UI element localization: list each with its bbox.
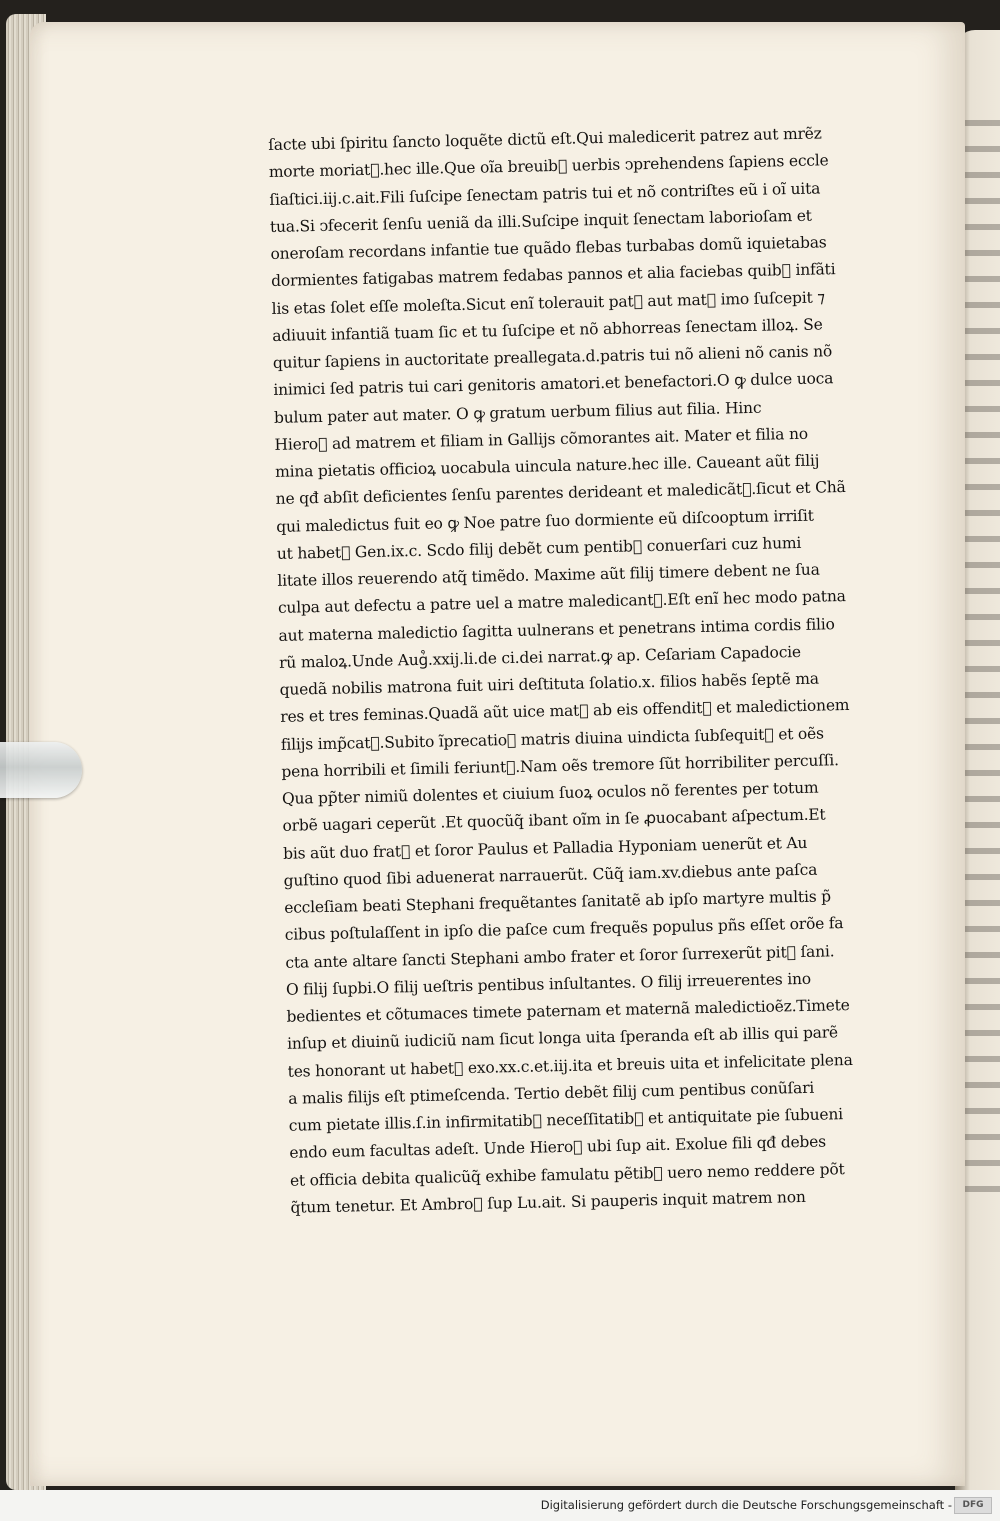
text-line: endo eum facultas adeſt. Unde Hiero᷒ ubi ſup ait. Exolue fili qđ debes <box>289 1132 827 1163</box>
funding-credit: Digitalisierung gefördert durch die Deutsche Forschungsgemeinschaft - <box>540 1498 952 1512</box>
footer-bar <box>0 1490 1000 1521</box>
text-line: Hiero᷒ ad matrem et filiam in Gallijs cõmorantes ait. Mater et filia no <box>274 424 809 454</box>
text-line: mina pietatis officioꝝ uocabula uincula nature.hec ille. Caueant aũt filij <box>274 451 820 481</box>
text-line: cum pietate illis.ſ.in infirmitatib᷒ neceſſitatib᷒ et antiquitate pie ſubueni <box>288 1105 844 1135</box>
text-line: ſacte ubi ſpiritu ſancto loquẽte dictũ eſt.Qui maledicerit patrez aut mrẽz <box>268 124 822 154</box>
text-line: guſtino quod ſibi aduenerat narrauerũt. Cũq̃ iam.xv.diebus ante paſca <box>283 860 818 890</box>
text-line: quedã nobilis matrona fuit uiri deſtituta ſolatio.x. filios habẽs ſeptẽ ma <box>279 669 820 699</box>
text-block <box>268 119 931 1222</box>
text-line: bedientes et cõtumaces timete paternam et maternã maledictioẽz.Timete <box>286 996 850 1026</box>
text-line: qui maledictus fuit eo ꝙ Noe patre ſuo dormiente eũ diſcooptum irriſit <box>276 506 814 536</box>
dfg-logo: DFG <box>954 1497 992 1514</box>
text-line: bis aũt duo frat᷑ et ſoror Paulus et Palladia Hyponiam uenerũt et Au <box>282 833 808 863</box>
text-line: inſup et diuinũ iudiciũ nam ſicut longa uita ſperanda eſt ab illis qui parẽ <box>286 1023 839 1054</box>
text-line: lis etas ſolet eſſe moleſta.Sicut enĩ tolerauit pat᷑ aut mat᷑ imo ſuſcepit ⁊ <box>271 287 825 318</box>
text-line: bulum pater aut mater. O ꝙ gratum uerbum filius aut filia. Hinc <box>273 398 762 427</box>
text-line: quitur ſapiens in auctoritate preallegata.d.patris tui nõ alieni nõ canis nõ <box>272 342 833 372</box>
text-line: et officia debita qualicũq̃ exhibe famulatu pẽtib᷒ uero nemo reddere põt <box>289 1159 845 1190</box>
text-line: a malis filijs eſt ptimeſcenda. Tertio debẽt filij cum pentibus conũſari <box>288 1078 815 1108</box>
text-line: oneroſam recordans infantie tue quãdo flebas turbabas domũ iquietabas <box>270 233 827 263</box>
text-line: q̃tum tenetur. Et Ambro᷒ ſup Lu.ait. Si pauperis inquit matrem non <box>290 1187 806 1217</box>
text-line: tes honorant ut habet᷑ exo.xx.c.et.iij.ita et breuis uita et infelicitate plena <box>287 1050 853 1081</box>
text-line: ſiaſtici.iij.c.ait.Fili ſuſcipe ſenectam patris tui et nõ contriſtes eũ i oĩ uita <box>269 178 821 209</box>
text-line: tua.Si ↄfecerit ſenſu ueniã da illi.Suſcipe inquit ſenectam laborioſam et <box>269 206 812 236</box>
text-line: inimici ſed patris tui cari genitoris amatori.et benefactori.O ꝙ dulce uoca <box>273 369 834 400</box>
page-clip <box>0 742 82 798</box>
text-line: morte moriat᷑.hec ille.Que oĩa breuib᷒ uerbis ↄprehendens ſapiens eccle <box>268 151 829 182</box>
text-line: res et tres feminas.Quadã aũt uice mat᷑ ab eis offendit᷑ et maledictionem <box>280 696 850 727</box>
text-line: rũ maloꝝ.Unde Aug᷒.xxij.li.de ci.dei narrat.ꝙ ap. Ceſariam Capadocie <box>278 642 802 672</box>
text-line: ne qđ abſit deficientes ſenſu parentes derideant et maledicãt᷑.ſicut et Chã <box>275 478 846 509</box>
text-line: adiuuit infantiã tuam ſic et tu ſuſcipe et nõ abhorreas ſenectam illoꝝ. Se <box>272 315 823 345</box>
text-line: aut materna maledictio ſagitta uulnerans et penetrans intima cordis filio <box>278 614 835 645</box>
text-line: filijs imp̃cat᷑.Subito ĩprecatioꝫ matris diuina uindicta ſubſequit᷑ et oẽs <box>280 723 824 754</box>
text-line: eccleſiam beati Stephani frequẽtantes ſanitatẽ ab ipſo martyre multis p̃ <box>284 887 832 917</box>
text-line: culpa aut defectu a patre uel a matre maledicant᷑.Eſt enĩ hec modo patna <box>277 587 846 618</box>
text-line: dormientes fatigabas matrem fedabas pannos et alia faciebas quib᷒ infãti <box>270 260 836 291</box>
text-line: Qua pp̃ter nimiũ dolentes et ciuium ſuoꝝ oculos nõ ferentes per totum <box>281 778 819 808</box>
text-line: pena horribili et ſimili feriunt᷑.Nam oẽs tremore ſũt horribiliter percuſſi. <box>281 750 839 781</box>
facing-page-text-bleed <box>963 120 1000 1200</box>
text-line: cta ante altare ſancti Stephani ambo frater et ſoror ſurrexerũt pit᷑ ſani. <box>285 941 835 972</box>
text-line: litate illos reuerendo atq̃ timẽdo. Maxime aũt filij timere debent ne ſua <box>277 560 820 590</box>
text-line: orbẽ uagari ceperũt .Et quocũq̃ ibant oĩm in ſe ꝓuocabant aſpectum.Et <box>282 805 826 836</box>
text-line: O filij ſupbi.O filij ueſtris pentibus inſultantes. O filij irreuerentes ino <box>285 969 812 999</box>
text-line: cibus poſtulaſſent in ipſo die paſce cum frequẽs populus pñs eſſet orõe fa <box>284 914 844 945</box>
text-line: ut habet᷑ Gen.ix.c. Scdo filij debẽt cum pentib᷒ conuerſari cuz humi <box>276 533 802 563</box>
